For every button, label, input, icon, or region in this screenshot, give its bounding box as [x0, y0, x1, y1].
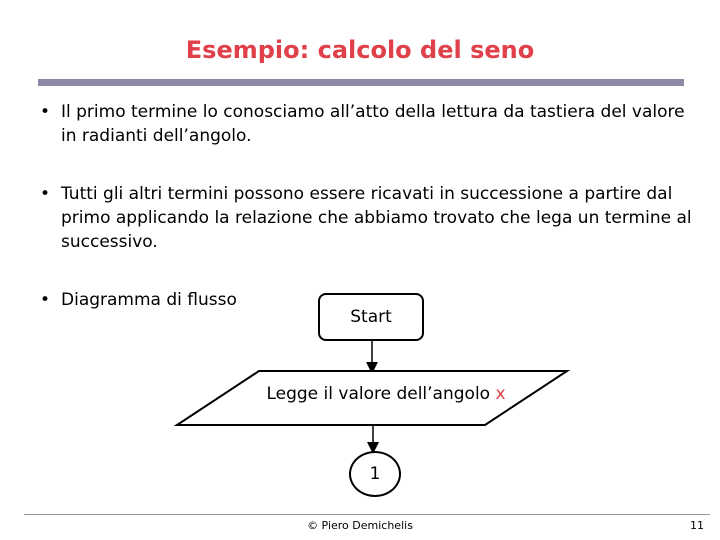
bullet-text: Diagramma di flusso [61, 290, 237, 310]
bullet-marker: • [39, 290, 51, 310]
bullet-text: Tutti gli altri termini possono essere ricavati in successione a partire dal primo applicando la relazione che abbiamo trovato che lega un termine al successivo. [61, 184, 692, 252]
flowchart-connector-node [349, 451, 401, 497]
page-number: 11 [690, 519, 704, 532]
bullet-marker: • [39, 102, 51, 122]
flowchart-start-node [318, 293, 424, 341]
bullet-text: Il primo termine lo conosciamo all’atto della lettura da tastiera del valore in radianti dell’angolo. [61, 102, 685, 146]
flowchart-input-node-label [210, 384, 562, 404]
footer-credit: © Piero Demichelis [307, 519, 413, 532]
footer-divider [24, 514, 710, 515]
bullet-marker: • [39, 184, 51, 204]
slide-title: Esempio: calcolo del seno [185, 36, 535, 64]
connector-label: 1 [369, 464, 381, 484]
start-label: Start [350, 307, 392, 327]
input-label: Legge il valore dell’angolo [266, 384, 496, 404]
input-variable: x [495, 384, 506, 404]
